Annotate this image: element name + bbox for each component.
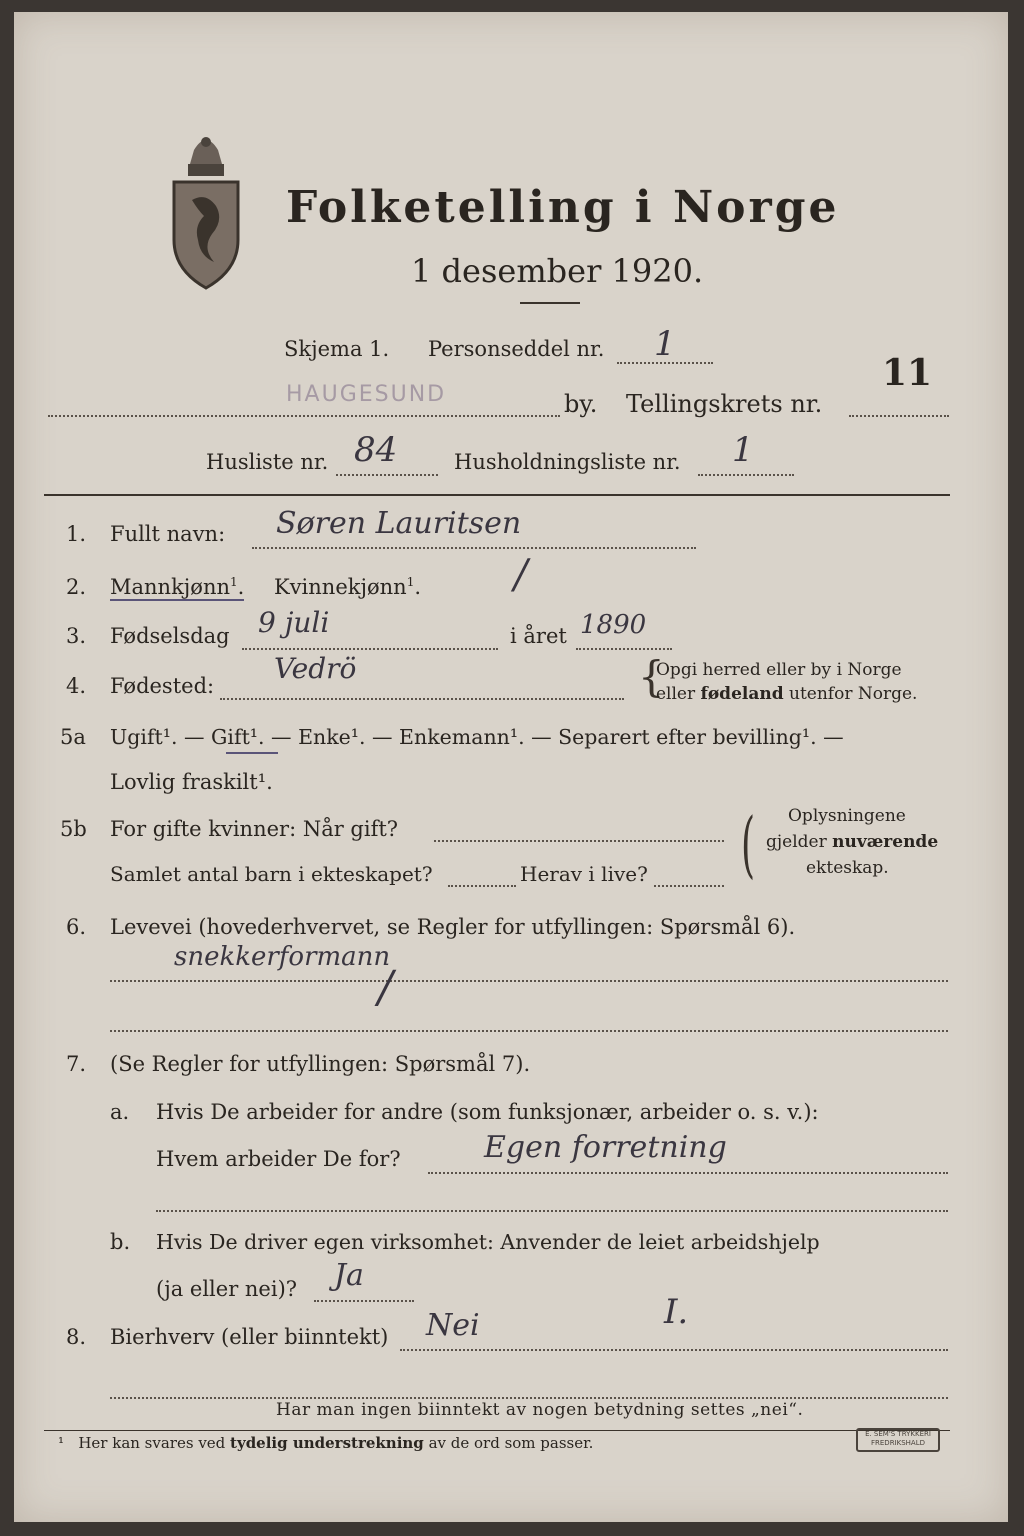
title-divider: [520, 302, 580, 304]
q8-number: 8.: [66, 1325, 87, 1349]
q3-label: Fødselsdag: [110, 624, 230, 648]
q7b-letter: b.: [110, 1230, 131, 1254]
skjema-label: Skjema 1.: [284, 337, 390, 361]
husliste-value[interactable]: 84: [354, 430, 398, 470]
q6-number: 6.: [66, 915, 87, 939]
q3-year-value[interactable]: 1890: [580, 610, 647, 640]
q5b-note-line1: Oplysningene: [788, 806, 906, 826]
q5b-line2a: Samlet antal barn i ekteskapet?: [110, 862, 433, 886]
q5b-note-line3: ekteskap.: [806, 858, 889, 878]
gift-underline: [226, 752, 278, 754]
q7b-answer-value[interactable]: Ja: [334, 1258, 364, 1293]
husholdning-value[interactable]: 1: [732, 430, 754, 470]
coat-of-arms-icon: [164, 130, 248, 290]
q4-label: Fødested:: [110, 674, 215, 698]
q5b-line2b: Herav i live?: [520, 862, 648, 886]
personseddel-value[interactable]: 1: [654, 324, 676, 364]
q5b-number: 5b: [60, 817, 87, 841]
q7a-line1: Hvis De arbeider for andre (som funksjonær, arbeider o. s. v.):: [156, 1100, 819, 1124]
printer-mark: E. SEM'S TRYKKERI FREDRIKSHALD: [856, 1428, 940, 1452]
footer-note: Har man ingen biinntekt av nogen betydning settes „nei“.: [276, 1400, 804, 1420]
q4-number: 4.: [66, 674, 87, 698]
header-rule: [44, 494, 950, 496]
tellingskrets-label: Tellingskrets nr.: [626, 390, 823, 418]
q6-label: Levevei (hovederhvervet, se Regler for utfyllingen: Spørsmål 6).: [110, 915, 796, 939]
q7a-letter: a.: [110, 1100, 130, 1124]
q5b-note-line2: gjelder nuværende: [766, 832, 939, 852]
q2-mark: /: [514, 552, 528, 598]
husliste-label: Husliste nr.: [206, 450, 329, 474]
by-label: by.: [564, 390, 598, 418]
q8-label: Bierhverv (eller biinntekt): [110, 1325, 389, 1349]
q7-label: (Se Regler for utfyllingen: Spørsmål 7).: [110, 1052, 531, 1076]
q7b-line2: (ja eller nei)?: [156, 1277, 298, 1301]
form-title: Folketelling i Norge: [286, 182, 840, 233]
q2-number: 2.: [66, 575, 87, 599]
q2-male-option[interactable]: Mannkjønn$^1$.: [110, 575, 245, 599]
q6-mark: /: [378, 962, 393, 1013]
q5a-number: 5a: [60, 725, 86, 749]
q1-label: Fullt navn:: [110, 522, 226, 546]
q7a-line2: Hvem arbeider De for?: [156, 1147, 401, 1171]
q7-number: 7.: [66, 1052, 87, 1076]
q4-birthplace-value[interactable]: Vedrö: [274, 652, 357, 685]
q6-occupation-value[interactable]: snekkerformann: [174, 942, 391, 972]
q5a-options-line2[interactable]: Lovlig fraskilt¹.: [110, 770, 273, 794]
q7b-line1: Hvis De driver egen virksomhet: Anvender de leiet arbeidshjelp: [156, 1230, 820, 1254]
krets-number: 11: [882, 352, 933, 394]
footnote: ¹ Her kan svares ved tydelig understrekning av de ord som passer.: [58, 1434, 594, 1452]
census-form: Folketelling i Norge 1 desember 1920. Skjema 1. Personseddel nr. 1 11 HAUGESUND by. Tellingskrets nr. Husliste nr. 84 Husholdningsliste nr. 1 1. Fullt navn: Søren Lauritsen 2. Mannkjønn$^1$. Kvinnekjønn$^1$. / 3. Fødselsdag 9 juli i året 1890 4. Fødested: Vedrö { Opgi herred eller by i Norge eller fødeland utenfor Norge. 5a Ugift¹. — Gift¹. — Enke¹. — Enkemann¹. — Separert efter bevilling¹. — Lovlig fraskilt¹. 5b For gifte kvinner: Når gift? Samlet antal barn i ekteskapet? Herav i live? ( Oplysningene gjelder nuværende ekteskap. 6. Levevei (hovederhvervet, se Regler for utfyllingen: Spørsmål 6). snekkerformann / 7. (Se Regler for utfyllingen: Spørsmål 7). a. Hvis De arbeider for andre (som funksjonær, arbeider o. s. v.): Hvem arbeider De for? Egen forretning b. Hvis De driver egen virksomhet: Anvender de leiet arbeidshjelp (ja eller nei)? Ja 8. Bierhverv (eller biinntekt) Nei I. Har man ingen biinntekt av nogen betydning settes „nei“. ¹ Her kan svares ved tydelig understrekning av de ord som passer. E. SEM'S TRYKKERI FREDRIKSHALD: [14, 12, 1008, 1522]
q8-bierhverv-value[interactable]: Nei: [426, 1308, 480, 1343]
personseddel-label: Personseddel nr.: [428, 337, 605, 361]
q5a-options-line1[interactable]: Ugift¹. — Gift¹. — Enke¹. — Enkemann¹. — Separert efter bevilling¹. —: [110, 725, 844, 749]
q8-mark: I.: [664, 1292, 689, 1332]
q3-number: 3.: [66, 624, 87, 648]
city-stamp: HAUGESUND: [286, 382, 447, 407]
q2-female-option[interactable]: Kvinnekjønn$^1$.: [274, 575, 422, 599]
q7a-employer-value[interactable]: Egen forretning: [484, 1130, 727, 1165]
q3-year-label: i året: [510, 624, 567, 648]
q1-name-value[interactable]: Søren Lauritsen: [276, 506, 522, 541]
q5b-line1: For gifte kvinner: Når gift?: [110, 817, 399, 841]
q1-number: 1.: [66, 522, 87, 546]
husholdning-label: Husholdningsliste nr.: [454, 450, 681, 474]
q4-note-line2: eller fødeland utenfor Norge.: [656, 684, 918, 704]
footer-rule: [44, 1430, 950, 1431]
q4-note-line1: Opgi herred eller by i Norge: [656, 660, 902, 680]
census-date: 1 desember 1920.: [411, 252, 704, 290]
q3-birthday-value[interactable]: 9 juli: [258, 606, 330, 639]
